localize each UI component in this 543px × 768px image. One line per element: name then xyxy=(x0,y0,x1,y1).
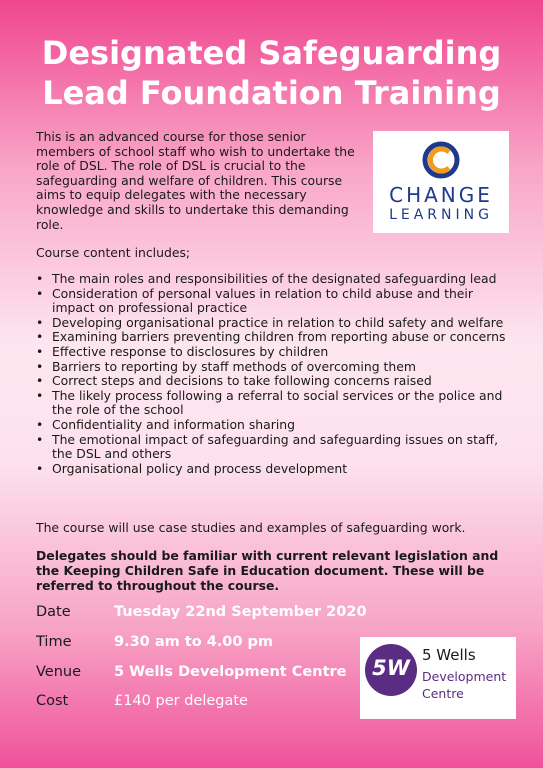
list-item: • Effective response to disclosures by children xyxy=(36,345,506,360)
intro-paragraph: This is an advanced course for those senior members of school staff who wish to undertake the role of DSL. The role of DSL is crucial to the safeguarding and welfare of children. This course aims to equip delegates with the necessary knowledge and skills to undertake this demanding role. xyxy=(36,129,355,232)
prerequisite-note: Delegates should be familiar with current relevant legislation and the Keeping Children Safe in Education document. These will be referred to throughout the course. xyxy=(36,548,499,593)
venue-label: Venue xyxy=(36,664,82,680)
five-wells-centre: Centre xyxy=(422,686,464,701)
five-wells-logo xyxy=(360,637,516,719)
date-label: Date xyxy=(36,604,71,620)
list-item: • Confidentiality and information sharing xyxy=(36,418,506,433)
title-line-1: Designated Safeguarding xyxy=(41,34,502,72)
list-item: • Consideration of personal values in relation to child abuse and their impact on professional practice xyxy=(36,287,506,316)
list-item: • The emotional impact of safeguarding and safeguarding issues on staff, the DSL and others xyxy=(36,433,506,462)
cost-label: Cost xyxy=(36,693,69,709)
learning-word: LEARNING xyxy=(389,207,493,223)
time-label: Time xyxy=(36,634,72,650)
title-line-2: Lead Foundation Training xyxy=(42,74,501,112)
list-item: • Examining barriers preventing children from reporting abuse or concerns xyxy=(36,330,506,345)
course-content-heading: Course content includes; xyxy=(36,245,191,260)
time-value: 9.30 am to 4.00 pm xyxy=(114,634,274,650)
list-item: • The likely process following a referral to social services or the police and the role of the school xyxy=(36,389,506,418)
change-learning-logo xyxy=(373,131,509,233)
list-item: • Developing organisational practice in relation to child safety and welfare xyxy=(36,316,506,331)
page-title xyxy=(0,33,543,113)
cost-value: £140 per delegate xyxy=(114,693,248,709)
change-learning-c-icon xyxy=(421,140,461,180)
course-content-list xyxy=(36,272,506,476)
five-wells-mark-text: 5W xyxy=(372,656,410,680)
list-item: • Organisational policy and process development xyxy=(36,462,506,477)
date-value: Tuesday 22nd September 2020 xyxy=(114,604,367,620)
list-item: • Correct steps and decisions to take following concerns raised xyxy=(36,374,506,389)
closing-sentence: The course will use case studies and examples of safeguarding work. xyxy=(36,520,466,535)
five-wells-name: 5 Wells xyxy=(422,646,476,664)
list-item: • The main roles and responsibilities of the designated safeguarding lead xyxy=(36,272,506,287)
list-item: • Barriers to reporting by staff methods of overcoming them xyxy=(36,360,506,375)
change-word: CHANGE xyxy=(389,183,493,207)
venue-value: 5 Wells Development Centre xyxy=(114,664,347,680)
five-wells-development: Development xyxy=(422,669,507,684)
five-wells-mark-icon xyxy=(365,644,417,696)
